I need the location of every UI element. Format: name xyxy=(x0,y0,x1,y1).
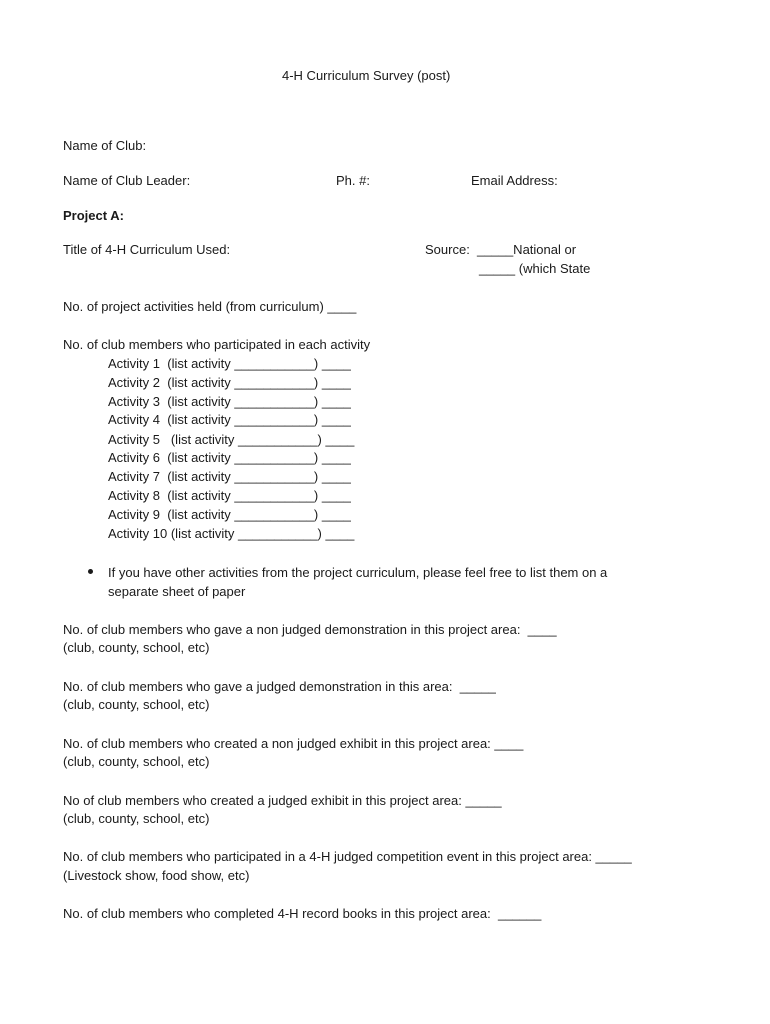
activity-row: Activity 3 (list activity ___________) ____ xyxy=(108,394,351,409)
activity-row: Activity 1 (list activity ___________) ____ xyxy=(108,356,351,371)
club-leader-label: Name of Club Leader: xyxy=(63,173,191,188)
activity-row: Activity 10 (list activity ___________) ____ xyxy=(108,526,355,541)
curriculum-title-label: Title of 4-H Curriculum Used: xyxy=(63,242,231,257)
activity-row: Activity 4 (list activity ___________) ____ xyxy=(108,412,351,427)
question-judged-demo: No. of club members who gave a judged demonstration in this area: _____ xyxy=(63,679,496,694)
activity-row: Activity 5 (list activity ___________) ____ xyxy=(108,432,355,447)
activity-row: Activity 6 (list activity ___________) ____ xyxy=(108,450,351,465)
note-line-2: separate sheet of paper xyxy=(108,584,246,599)
email-label: Email Address: xyxy=(471,173,558,188)
source-national-label: Source: _____National or xyxy=(425,242,577,257)
question-nonjudged-demo: No. of club members who gave a non judged demonstration in this project area: ____ xyxy=(63,622,557,637)
club-name-label: Name of Club: xyxy=(63,138,147,153)
project-heading: Project A: xyxy=(63,208,124,223)
question-subtext: (club, county, school, etc) xyxy=(63,811,210,826)
question-record-books: No. of club members who completed 4-H record books in this project area: ______ xyxy=(63,906,542,921)
activity-row: Activity 8 (list activity ___________) ____ xyxy=(108,488,351,503)
activity-row: Activity 9 (list activity ___________) ____ xyxy=(108,507,351,522)
activities-held-question: No. of project activities held (from curriculum) ____ xyxy=(63,299,357,314)
question-subtext: (Livestock show, food show, etc) xyxy=(63,868,250,883)
question-nonjudged-exhibit: No. of club members who created a non judged exhibit in this project area: ____ xyxy=(63,736,524,751)
page-title: 4-H Curriculum Survey (post) xyxy=(282,68,451,83)
phone-label: Ph. #: xyxy=(336,173,370,188)
question-subtext: (club, county, school, etc) xyxy=(63,640,210,655)
bullet-icon xyxy=(88,569,93,574)
source-state-label: _____ (which State xyxy=(479,261,591,276)
question-judged-exhibit: No of club members who created a judged exhibit in this project area: _____ xyxy=(63,793,502,808)
activity-row: Activity 2 (list activity ___________) ____ xyxy=(108,375,351,390)
question-competition-event: No. of club members who participated in a 4-H judged competition event in this project area: _____ xyxy=(63,849,632,864)
question-subtext: (club, county, school, etc) xyxy=(63,697,210,712)
activity-row: Activity 7 (list activity ___________) ____ xyxy=(108,469,351,484)
note-line-1: If you have other activities from the project curriculum, please feel free to list them on a xyxy=(108,565,608,580)
question-subtext: (club, county, school, etc) xyxy=(63,754,210,769)
members-per-activity-heading: No. of club members who participated in each activity xyxy=(63,337,371,352)
